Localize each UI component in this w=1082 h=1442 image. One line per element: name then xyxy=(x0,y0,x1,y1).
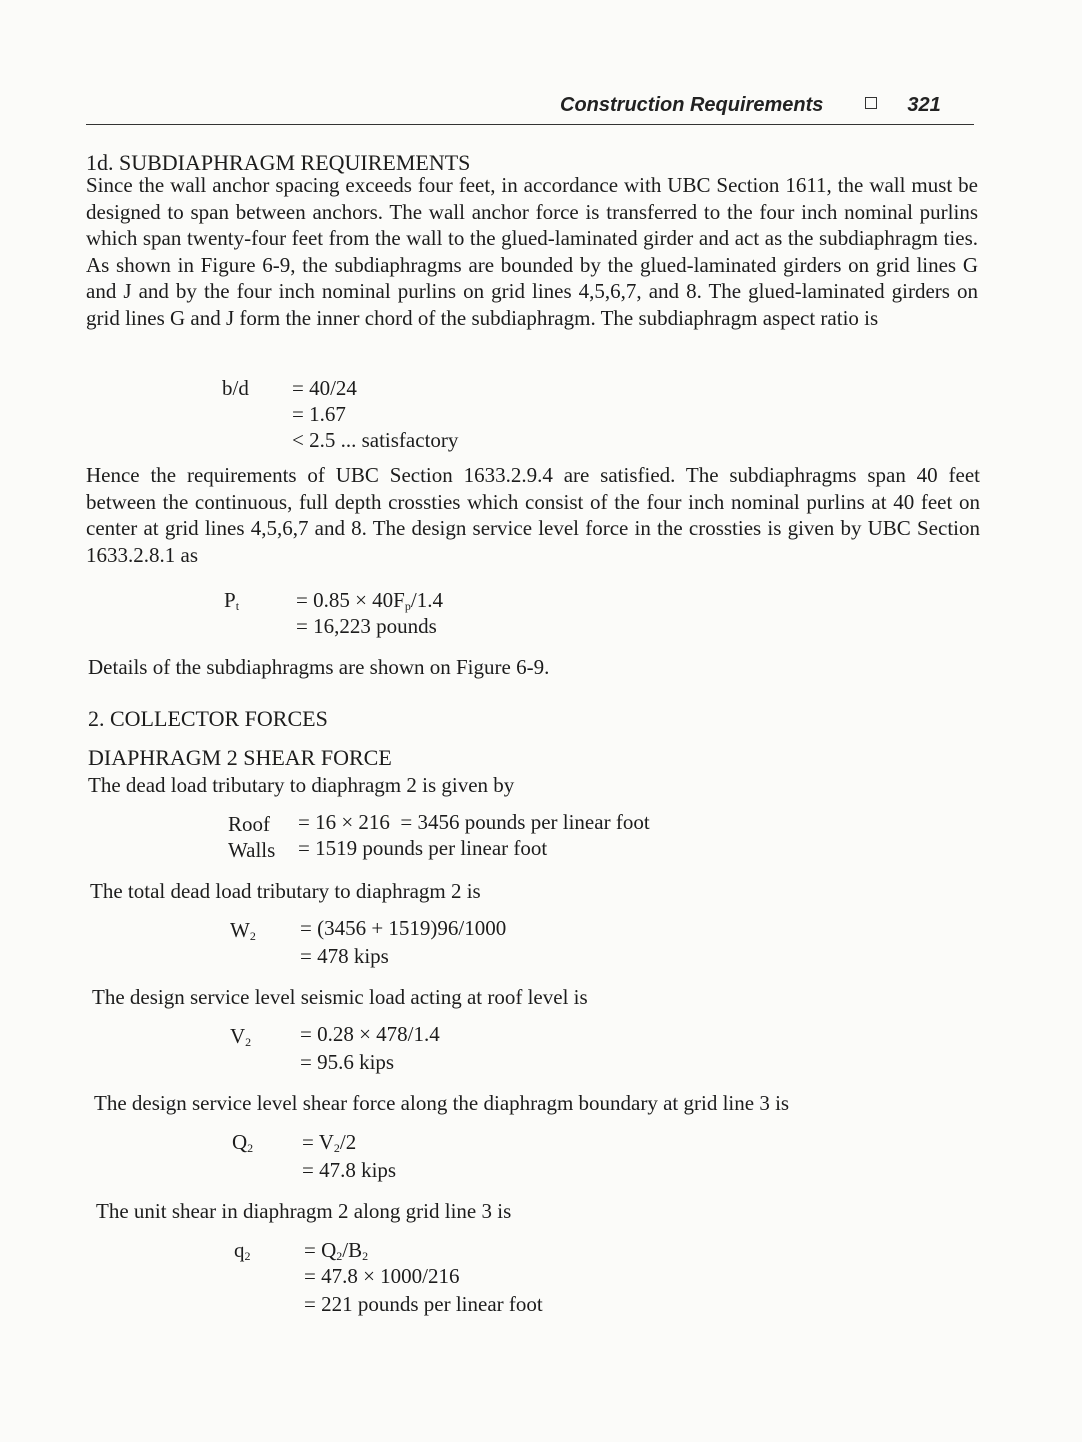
paragraph-shear-force: The design service level shear force along the diaphragm boundary at grid line 3 is xyxy=(94,1091,790,1115)
paragraph-total-dead-load: The total dead load tributary to diaphragm 2 is xyxy=(90,879,481,903)
roof-label: Roof xyxy=(228,812,270,836)
paragraph-details: Details of the subdiaphragms are shown on Figure 6-9. xyxy=(88,655,550,679)
w2-label: $W_2$ xyxy=(230,918,256,943)
roof-eq: = 16 × 216 = 3456 pounds per linear foot xyxy=(298,810,650,834)
eq2-line-1: = $0.85 \times 40F_p/1.4$ xyxy=(296,588,443,613)
q2-lower-label: $q_2$ xyxy=(234,1238,251,1263)
paragraph-crossties: Hence the requirements of UBC Section 1633.2.9.4 are satisfied. The subdiaphragms span 40 feet between the continuous, full depth crossties which consist of the four inch nominal purlins at 40 feet on center at grid lines 4,5,6,7 and 8. The design service level force in the crossties is given by UBC Section 1633.2.8.1 as xyxy=(86,463,980,567)
q2-line-1: = $V_2/2$ xyxy=(302,1130,357,1155)
section-heading-2: 2. COLLECTOR FORCES xyxy=(88,706,328,731)
q2-line-2: = 47.8 kips xyxy=(302,1158,397,1182)
q2-label: $Q_2$ xyxy=(232,1130,254,1155)
q2-lower-line-2: = 47.8 × 1000/216 xyxy=(304,1264,460,1288)
v2-label: $V_2$ xyxy=(230,1024,252,1049)
w2-line-2: = 478 kips xyxy=(300,944,389,968)
v2-line-1: = 0.28 × 478/1.4 xyxy=(300,1022,440,1046)
page-number: 321 xyxy=(907,94,941,116)
walls-label: Walls xyxy=(228,838,276,862)
running-header xyxy=(560,94,941,117)
eq2-line-2: = 16,223 pounds xyxy=(296,614,437,638)
header-rule xyxy=(86,124,974,125)
paragraph-dead-load: The dead load tributary to diaphragm 2 is given by xyxy=(88,773,515,797)
running-header-title: Construction Requirements xyxy=(560,94,824,116)
walls-eq: = 1519 pounds per linear foot xyxy=(298,836,548,860)
paragraph-seismic-load: The design service level seismic load acting at roof level is xyxy=(92,985,588,1009)
paragraph-subdiaphragm-intro: Since the wall anchor spacing exceeds four feet, in accordance with UBC Section 1611, the wall must be designed to span between anchors. The wall anchor force is transferred to the four inch nominal purlins which span twenty-four feet from the wall to the glued-laminated girder and act as the subdiaphragm ties. As shown in Figure 6-9, the subdiaphragms are bounded by the glued-laminated girders on grid lines G and J and by the four inch nominal purlins on grid lines 4,5,6,7, and 8. The glued-laminated girders on grid lines G and J form the inner chord of the subdiaphragm. The subdiaphragm aspect ratio is xyxy=(86,173,978,330)
v2-line-2: = 95.6 kips xyxy=(300,1050,395,1074)
eq1-line-2: = 1.67 xyxy=(292,402,346,426)
subheading-diaphragm-2: DIAPHRAGM 2 SHEAR FORCE xyxy=(88,745,392,770)
eq1-line-1: = 40/24 xyxy=(292,376,357,400)
eq1-line-3: < 2.5 ... satisfactory xyxy=(292,428,459,452)
square-bullet-icon xyxy=(865,97,877,109)
q2-lower-line-1: = $Q_2/B_2$ xyxy=(304,1238,369,1263)
q2-lower-line-3: = 221 pounds per linear foot xyxy=(304,1292,543,1316)
w2-line-1: = (3456 + 1519)96/1000 xyxy=(300,916,507,940)
paragraph-unit-shear: The unit shear in diaphragm 2 along grid line 3 is xyxy=(96,1199,512,1223)
eq1-label: b/d xyxy=(222,376,249,400)
section-heading-1d: 1d. SUBDIAPHRAGM REQUIREMENTS xyxy=(86,150,471,175)
eq2-label: $P_t$ xyxy=(224,588,240,613)
